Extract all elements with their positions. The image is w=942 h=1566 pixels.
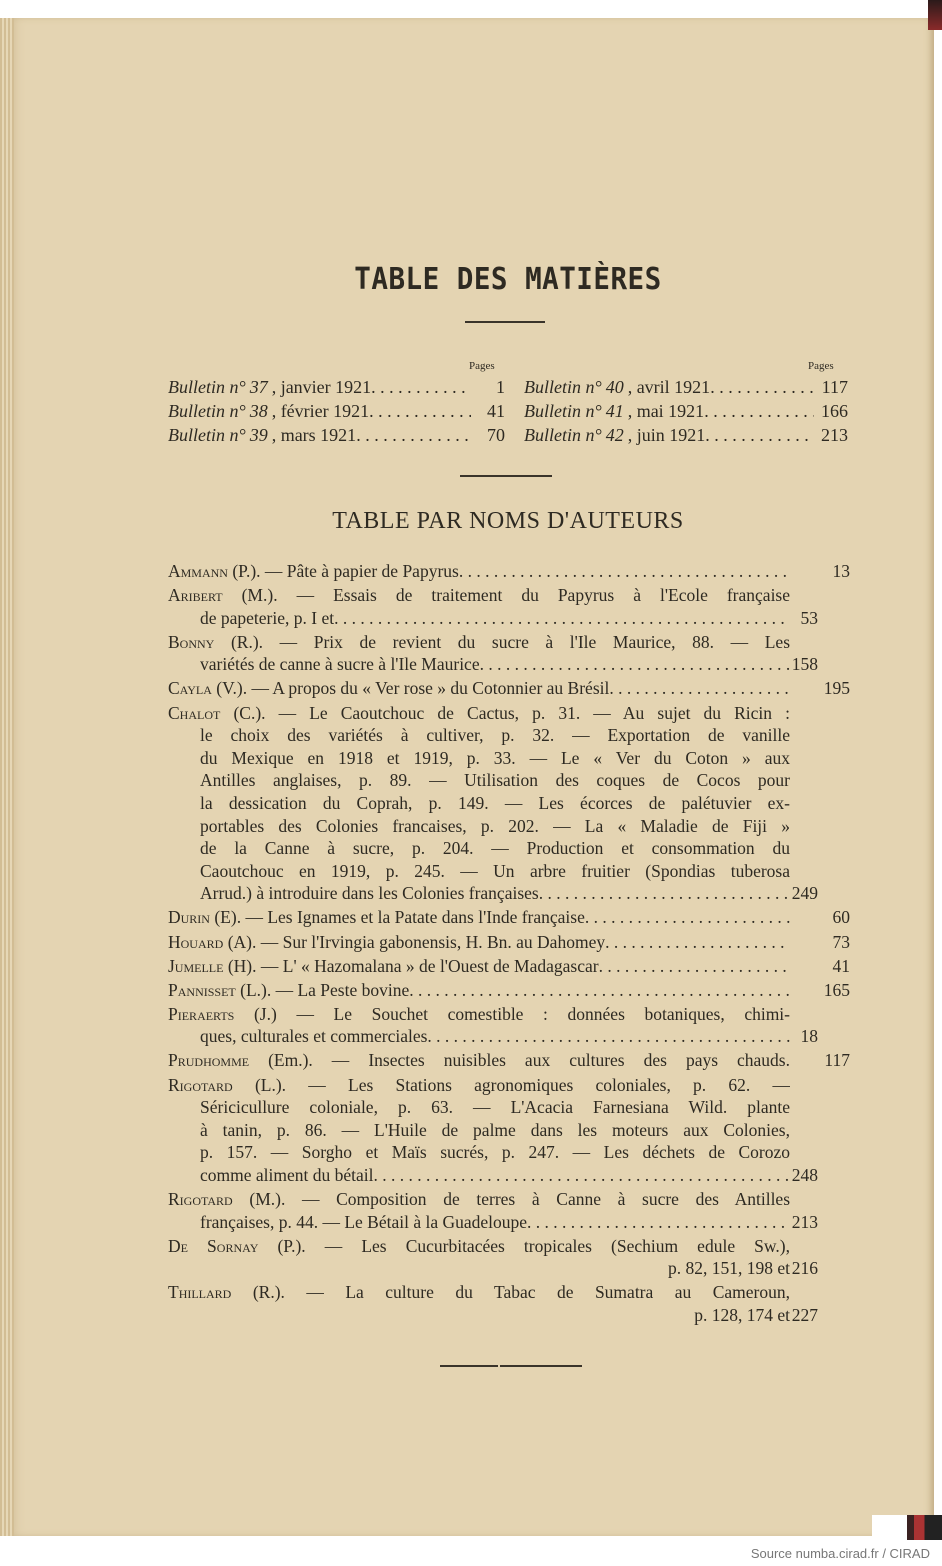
entry-line — [168, 724, 790, 747]
author-name: Ammann — [168, 561, 228, 581]
bulletin-name: Bulletin n° — [168, 425, 246, 445]
author-name: Thillard — [168, 1282, 232, 1303]
entry-text — [200, 1211, 527, 1234]
page-number: 117 — [824, 1050, 850, 1071]
author-name: Houard — [168, 931, 224, 952]
page-number: 158 — [791, 654, 818, 675]
index-entry — [168, 584, 850, 629]
entry-text — [168, 702, 790, 725]
entry-text — [200, 747, 790, 770]
dot-leader — [480, 653, 790, 676]
entry-line — [168, 1119, 790, 1142]
dot-leader — [539, 882, 790, 905]
entry-text-line: (V.). — A propos du « Ver rose » du Cotonnier au Brésil — [216, 678, 610, 699]
entry-line — [168, 979, 850, 1002]
divider — [500, 1365, 582, 1367]
entry-line — [168, 1211, 818, 1234]
entry-text-line: ques, culturales et commerciales — [200, 1026, 428, 1047]
bulletin-number: 42 — [605, 425, 624, 445]
dot-leader — [459, 560, 790, 583]
entry-line — [168, 769, 790, 792]
entry-text — [168, 1049, 790, 1072]
entry-text — [168, 584, 790, 607]
entry-text — [168, 631, 790, 654]
bulletin-row — [524, 401, 848, 425]
entry-line — [168, 702, 790, 725]
source-credit: Source numba.cirad.fr / CIRAD — [750, 1546, 930, 1561]
entry-text-line: françaises, p. 44. — Le Bétail à la Guadeloupe — [200, 1211, 528, 1232]
entry-text-line: Arrud.) à introduire dans les Colonies françaises — [200, 883, 539, 904]
index-entry — [168, 1281, 850, 1326]
bulletin-name: Bulletin n° — [168, 401, 246, 421]
index-entry — [168, 1235, 850, 1280]
bulletin-number: 41 — [605, 401, 624, 421]
entry-line — [168, 653, 818, 676]
page-number: 13 — [832, 561, 850, 581]
entry-text-line: (M.). — Composition de terres à Canne à sucre des Antilles — [249, 1189, 790, 1210]
entry-line — [168, 1281, 790, 1304]
entry-text-line: à tanin, p. 86. — L'Huile de palme dans les moteurs aux Colonies, — [200, 1119, 790, 1140]
entry-text — [168, 1188, 790, 1211]
entry-text-line: comme aliment du bétail — [200, 1164, 374, 1185]
page-number: 216 — [791, 1258, 818, 1279]
entry-text-line: Caoutchouc en 1919, p. 245. — Un arbre fruitier (Spondias tuberosa — [200, 860, 790, 881]
entry-line — [168, 1304, 818, 1327]
bulletin-number: 40 — [605, 377, 624, 397]
divider — [465, 321, 545, 323]
bulletin-row — [168, 401, 505, 425]
entry-text — [200, 882, 539, 905]
entry-text — [200, 653, 480, 676]
bulletin-month: , avril 1921 — [627, 377, 711, 397]
index-entry — [168, 1003, 850, 1048]
entry-line — [168, 1188, 790, 1211]
bulletin-number: 37 — [249, 377, 268, 397]
page-edge — [0, 18, 14, 1536]
entry-text-line: (L.). — Les Stations agronomiques coloniales, p. 62. — — [254, 1074, 790, 1095]
entry-text — [200, 860, 790, 883]
entry-text-line: (L.). — La Peste bovine — [240, 979, 410, 1000]
entry-text-line: p. 157. — Sorgho et Maïs sucrés, p. 247. — Les déchets de Corozo — [200, 1142, 790, 1163]
entry-text — [168, 560, 459, 583]
bulletin-row — [168, 425, 505, 449]
entry-line — [168, 906, 850, 929]
index-entry — [168, 979, 850, 1002]
entry-text — [168, 677, 609, 700]
page-number: 41 — [832, 955, 850, 976]
entry-text — [168, 979, 409, 1002]
bulletin-name: Bulletin n° — [524, 425, 602, 445]
section-title: TABLE PAR NOMS D'AUTEURS — [332, 508, 684, 534]
entry-line — [168, 1025, 818, 1048]
bulletin-month: , mai 1921 — [627, 401, 705, 421]
entry-text — [200, 1025, 427, 1048]
entry-text-line: (E). — Les Ignames et la Patate dans l'Inde française — [214, 907, 585, 928]
entry-text-line: (P.). — Les Cucurbitacées tropicales (Sechium edule Sw.), — [277, 1235, 790, 1256]
entry-text — [168, 955, 599, 978]
page-number: 166 — [821, 401, 848, 421]
entry-line — [168, 1257, 818, 1280]
index-entry — [168, 1074, 850, 1187]
entry-text — [200, 1119, 790, 1142]
entry-text — [168, 1235, 790, 1258]
entry-text-line: (R.). — Prix de revient du sucre à l'Ile Maurice, 88. — Les — [230, 631, 790, 652]
entry-text-line: (M.). — Essais de traitement du Papyrus à l'Ecole française — [241, 585, 790, 606]
page-number: 70 — [487, 425, 505, 445]
entry-text — [200, 607, 334, 630]
entry-text-line: p. 82, 151, 198 et — [667, 1258, 790, 1279]
bulletin-row — [168, 377, 505, 401]
entry-text-line: (H). — L' « Hazomalana » de l'Ouest de Madagascar — [227, 955, 599, 976]
entry-line — [168, 882, 818, 905]
author-name: Prudhomme — [168, 1050, 250, 1071]
dot-leader — [599, 955, 790, 978]
entry-text-line: Séricicullure coloniale, p. 63. — L'Acacia Farnesiana Wild. plante — [200, 1097, 790, 1118]
entry-text-line: portables des Colonies francaises, p. 202. — La « Maladie de Fiji » — [200, 815, 790, 836]
bulletin-name: Bulletin n° — [524, 377, 602, 397]
entry-line — [168, 815, 790, 838]
dot-leader — [369, 401, 471, 425]
entry-text-line: de la Canne à sucre, p. 204. — Production et consommation du — [200, 838, 790, 859]
author-name: Rigotard — [168, 1189, 233, 1210]
entry-line — [168, 1164, 818, 1187]
entry-line — [168, 1096, 790, 1119]
entry-text — [200, 769, 790, 792]
dot-leader — [527, 1211, 790, 1234]
bulletin-month: , janvier 1921 — [271, 377, 372, 397]
index-entry — [168, 906, 850, 929]
author-name: Jumelle — [168, 955, 224, 976]
pages-label: Pages — [469, 360, 495, 372]
entry-text — [168, 1074, 790, 1097]
entry-text — [200, 1164, 374, 1187]
page-number: 248 — [791, 1164, 818, 1185]
index-entry — [168, 1188, 850, 1233]
index-entry — [168, 955, 850, 978]
entry-text — [200, 1141, 790, 1164]
pages-label: Pages — [808, 360, 834, 372]
author-name: Rigotard — [168, 1074, 233, 1095]
dot-leader — [371, 377, 471, 401]
binding-corner — [928, 0, 942, 30]
entry-text — [168, 931, 605, 954]
dot-leader — [705, 425, 814, 449]
entry-line — [168, 1003, 790, 1026]
entry-line — [168, 792, 790, 815]
entry-line — [168, 677, 850, 700]
entry-text-line: (C.). — Le Caoutchouc de Cactus, p. 31. — Au sujet du Ricin : — [233, 702, 790, 723]
dot-leader — [334, 607, 790, 630]
dot-leader — [427, 1025, 790, 1048]
entry-line — [168, 1141, 790, 1164]
dot-leader — [409, 979, 790, 1002]
page-number: 18 — [800, 1026, 818, 1047]
page-number: 227 — [791, 1305, 818, 1325]
entry-text-line: Antilles anglaises, p. 89. — Utilisation des coques de Cocos pour — [200, 770, 790, 791]
entry-text — [168, 1281, 790, 1304]
author-name: Cayla — [168, 678, 212, 699]
entry-line — [168, 607, 818, 630]
entry-text-line: la dessication du Coprah, p. 149. — Les écorces de palétuvier ex- — [200, 792, 790, 813]
bulletin-month: , mars 1921 — [271, 425, 357, 445]
dot-leader — [710, 377, 814, 401]
bulletin-month: , juin 1921 — [627, 425, 706, 445]
page-number: 60 — [832, 907, 850, 928]
author-name: Pannisset — [168, 979, 236, 1000]
entry-line — [168, 1074, 790, 1097]
entry-text — [200, 792, 790, 815]
entry-text — [168, 1003, 790, 1026]
dot-leader — [605, 931, 790, 954]
entry-text-line: variétés de canne à sucre à l'Ile Maurice — [200, 654, 480, 675]
bulletin-name: Bulletin n° — [524, 401, 602, 421]
page-number: 41 — [487, 401, 505, 421]
index-entry — [168, 631, 850, 676]
dot-leader — [374, 1164, 791, 1187]
author-name: Pieraerts — [168, 1003, 235, 1024]
entry-text-line: (A). — Sur l'Irvingia gabonensis, H. Bn. au Dahomey — [227, 931, 606, 952]
page-number: 195 — [823, 678, 850, 699]
dot-leader — [609, 677, 790, 700]
entry-text — [200, 724, 790, 747]
entry-line — [168, 955, 850, 978]
entry-text — [168, 906, 585, 929]
index-entry — [168, 702, 850, 905]
divider — [460, 475, 552, 477]
page-number: 73 — [832, 931, 850, 952]
entry-line — [168, 931, 850, 954]
bulletin-number: 39 — [249, 425, 268, 445]
entry-line — [168, 747, 790, 770]
index-entry — [168, 931, 850, 954]
dot-leader — [356, 425, 471, 449]
page-number: 249 — [791, 883, 818, 904]
dot-leader — [704, 401, 814, 425]
entry-text-line: du Mexique en 1918 et 1919, p. 33. — Le « Ver du Coton » aux — [200, 747, 790, 768]
bulletin-row — [524, 377, 848, 401]
entry-text-line: de papeterie, p. I et — [200, 607, 335, 628]
bulletin-number: 38 — [249, 401, 268, 421]
entry-line — [168, 860, 790, 883]
entry-text-line: (Em.). — Insectes nuisibles aux cultures des pays chauds. — [268, 1050, 790, 1071]
entry-text — [200, 1257, 790, 1280]
entry-text-line: (R.). — La culture du Tabac de Sumatra au Cameroun, — [252, 1282, 790, 1303]
author-name: Bonny — [168, 631, 215, 652]
entry-text-line: le choix des variétés à cultiver, p. 32. — Exportation de vanille — [200, 725, 790, 746]
entry-text-line: (P.). — Pâte à papier de Papyrus — [232, 561, 459, 581]
bulletin-month: , février 1921 — [271, 401, 370, 421]
entry-line — [168, 560, 850, 583]
page-number: 213 — [821, 425, 848, 445]
author-name: Aribert — [168, 585, 223, 606]
entry-line — [168, 1235, 790, 1258]
bulletin-row — [524, 425, 848, 449]
author-index — [168, 560, 850, 1328]
author-name: Chalot — [168, 702, 221, 723]
page-number: 213 — [791, 1211, 818, 1232]
author-name: De Sornay — [168, 1235, 259, 1256]
divider — [440, 1365, 498, 1367]
entry-line — [168, 837, 790, 860]
page-number: 165 — [823, 979, 850, 1000]
entry-text-line: p. 128, 174 et — [694, 1305, 790, 1325]
entry-line — [168, 631, 790, 654]
page-title: TABLE DES MATIÈRES — [354, 262, 662, 297]
entry-text — [200, 1304, 790, 1327]
index-entry — [168, 677, 850, 700]
binding-corner — [872, 1515, 942, 1540]
entry-text — [200, 815, 790, 838]
index-entry — [168, 560, 850, 583]
entry-text — [200, 1096, 790, 1119]
entry-text-line: (J.) — Le Souchet comestible : données botaniques, chimi- — [253, 1003, 790, 1024]
entry-text — [200, 837, 790, 860]
entry-line — [168, 584, 790, 607]
author-name: Durin — [168, 907, 210, 928]
page-number: 117 — [821, 377, 848, 397]
dot-leader — [585, 906, 790, 929]
bulletin-name: Bulletin n° — [168, 377, 246, 397]
index-entry — [168, 1049, 850, 1072]
page-number: 53 — [800, 607, 818, 628]
page-number: 1 — [496, 377, 505, 397]
entry-line — [168, 1049, 850, 1072]
